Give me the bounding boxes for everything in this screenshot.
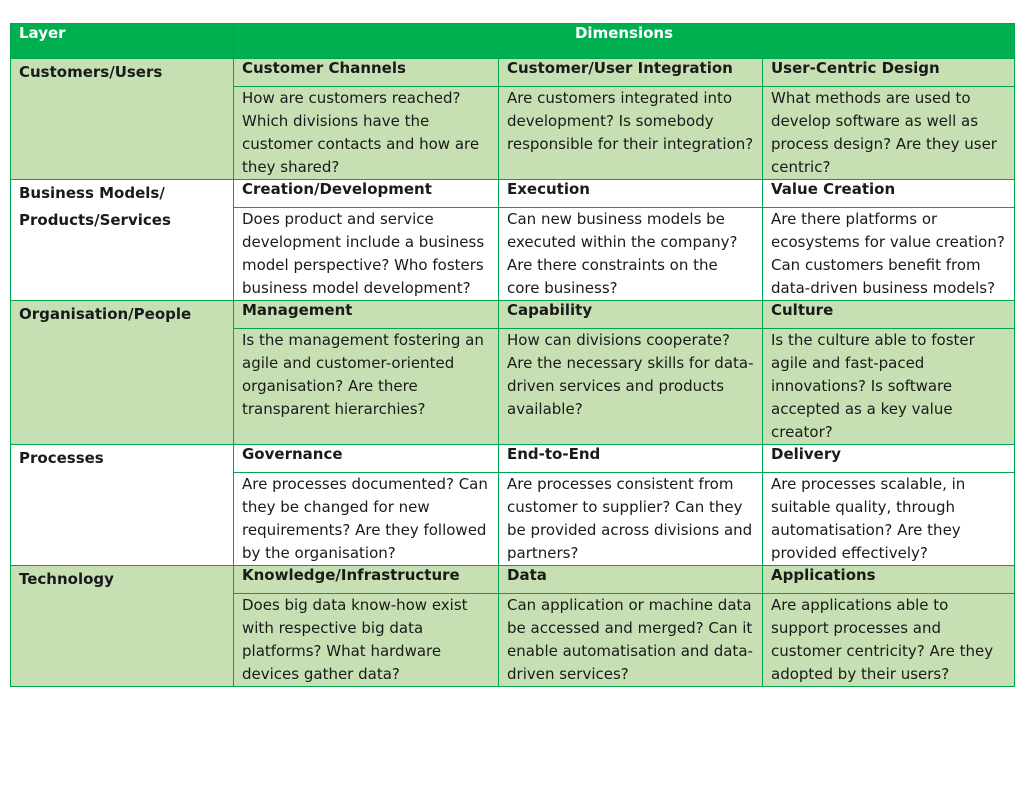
layer-header: Layer — [11, 24, 234, 59]
layer-label: Technology — [11, 566, 234, 687]
dimension-title: Customer/User Integration — [499, 59, 763, 87]
dimension-question: Are applications able to support processes and customer centricity? Are they adopted by their users? — [763, 594, 1015, 687]
dimension-question: Are customers integrated into development? Is somebody responsible for their integration? — [499, 87, 763, 180]
dimension-question: Are processes scalable, in suitable quality, through automatisation? Are they provided effectively? — [763, 473, 1015, 566]
dimension-question: Can new business models be executed within the company? Are there constraints on the core business? — [499, 208, 763, 301]
dimension-question: Is the culture able to foster agile and fast-paced innovations? Is software accepted as a key value creator? — [763, 329, 1015, 445]
dimension-title: Customer Channels — [234, 59, 499, 87]
table-row — [11, 566, 1015, 594]
dimension-question: Are processes consistent from customer to supplier? Can they be provided across divisions and partners? — [499, 473, 763, 566]
dimension-question: Does big data know-how exist with respective big data platforms? What hardware devices gather data? — [234, 594, 499, 687]
dimension-question: Is the management fostering an agile and customer-oriented organisation? Are there transparent hierarchies? — [234, 329, 499, 445]
dimensions-header: Dimensions — [234, 24, 1015, 59]
table-row — [11, 301, 1015, 329]
dimension-title: Data — [499, 566, 763, 594]
dimension-title: Knowledge/Infrastructure — [234, 566, 499, 594]
dimensions-table — [10, 23, 1015, 687]
layer-label: Organisation/People — [11, 301, 234, 445]
dimension-title: Management — [234, 301, 499, 329]
dimension-title: Governance — [234, 445, 499, 473]
dimension-title: Creation/Development — [234, 180, 499, 208]
dimension-question: Can application or machine data be accessed and merged? Can it enable automatisation and data-driven services? — [499, 594, 763, 687]
dimension-title: End-to-End — [499, 445, 763, 473]
dimension-title: Applications — [763, 566, 1015, 594]
dimension-title: Execution — [499, 180, 763, 208]
dimension-question: What methods are used to develop software as well as process design? Are they user centric? — [763, 87, 1015, 180]
dimension-title: Delivery — [763, 445, 1015, 473]
dimension-question: Does product and service development include a business model perspective? Who fosters business model development? — [234, 208, 499, 301]
dimension-title: Value Creation — [763, 180, 1015, 208]
layer-label: Business Models/ Products/Services — [11, 180, 234, 301]
dimension-title: Capability — [499, 301, 763, 329]
dimension-question: Are there platforms or ecosystems for value creation? Can customers benefit from data-driven business models? — [763, 208, 1015, 301]
table-row — [11, 445, 1015, 473]
dimension-question: How can divisions cooperate? Are the necessary skills for data-driven services and products available? — [499, 329, 763, 445]
layer-label: Customers/Users — [11, 59, 234, 180]
dimension-title: User-Centric Design — [763, 59, 1015, 87]
table-row — [11, 59, 1015, 87]
dimension-question: Are processes documented? Can they be changed for new requirements? Are they followed by the organisation? — [234, 473, 499, 566]
layer-label: Processes — [11, 445, 234, 566]
table-row — [11, 180, 1015, 208]
dimension-question: How are customers reached? Which divisions have the customer contacts and how are they shared? — [234, 87, 499, 180]
table-header-row — [11, 24, 1015, 59]
dimension-title: Culture — [763, 301, 1015, 329]
